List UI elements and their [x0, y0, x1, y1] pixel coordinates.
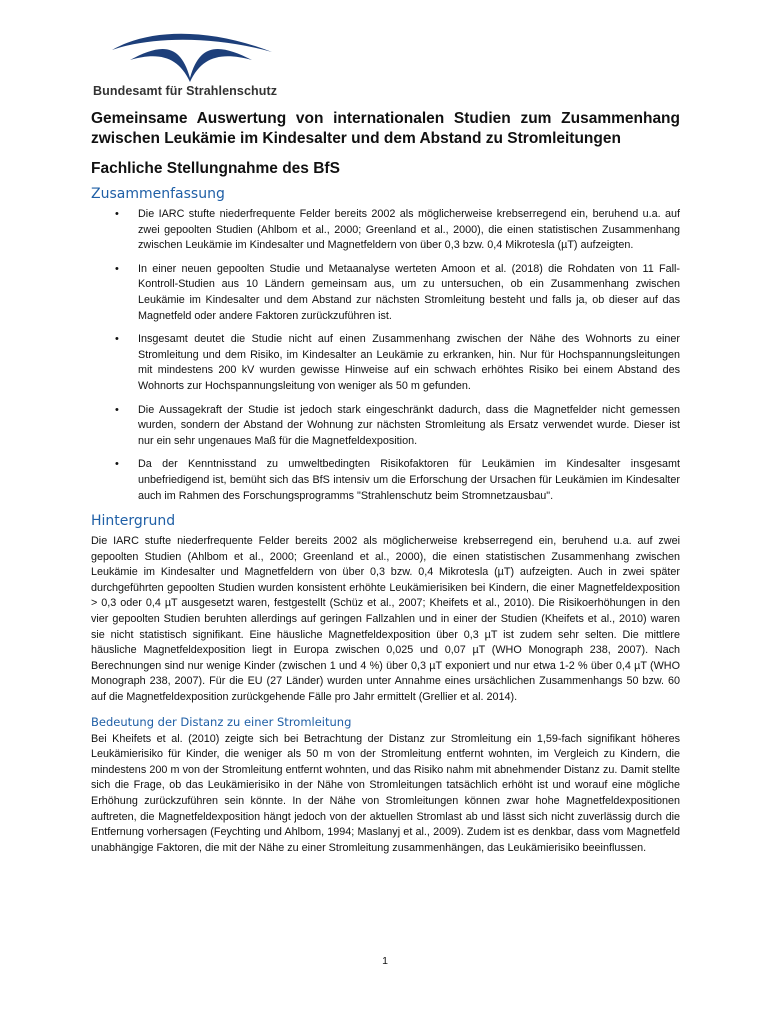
distance-paragraph: Bei Kheifets et al. (2010) zeigte sich bei Betrachtung der Distanz zur Stromleitung ein 1,59-fach signifikant höheres Leukämierisiko für Kinder, die weniger als 50 m von der Stromleitung entfernt wohnten, im Vergleich zu Kindern, die mindestens 200 m von der Stromleitung entfernt wohnten, und das Risiko nahm mit abnehmender Distanz zu. Damit stellte sich die Frage, ob das Leukämierisiko in der Nähe von Stromleitungen tatsächlich erhöht ist und worauf eine mögliche Erhöhung zurückzuführen sein könnte. In der Nähe von Stromleitungen können zwar hohe Magnetfeldexpositionen auftreten, die Magnetfeldexposition hängt jedoch von der aktuellen Stromlast ab und lässt sich nicht zuverlässig durch die Entfernung vorhersagen (Feychting und Ahlbom, 1994; Maslanyj et al., 2009). Zudem ist es denkbar, dass vom Magnetfeld unabhängige Faktoren, die mit der Nähe zu einer Stromleitung zusammenhängen, das Leukämierisiko beeinflussen. — [91, 732, 680, 854]
bfs-logo-mark — [90, 30, 290, 86]
summary-bullet: • Da der Kenntnisstand zu umweltbedingten Risikofaktoren für Leukämien im Kindesalter insgesamt unbefriedigend ist, bemüht sich das BfS intensiv um die Erforschung der Ursachen für Leukämien im Kindesalter auch im Rahmen des Forschungsprogramms "Strahlenschutz beim Stromnetzausbau". — [91, 457, 680, 504]
background-heading: Hintergrund — [91, 513, 176, 530]
background-paragraph: Die IARC stufte niederfrequente Felder bereits 2002 als möglicherweise krebserregend ein, beruhend u.a. auf zwei gepoolten Studien (Ahlbom et al., 2000; Greenland et al., 2000), die einen statistischen Zusammenhang zwischen Leukämie im Kindesalter und Magnetfeldern von über 0,3 bzw. 0,4 Mikrotesla (µT) aufzeigten. Auch in zwei später durchgeführten gepoolten Studien wurden konsistent erhöhte Leukämierisiken bei Kindern, die einer Magnetfeldexposition > 0,3 oder 0,4 µT ausgesetzt waren, festgestellt (Schüz et al., 2007; Kheifets et al., 2010). Die Risikoerhöhungen in den vier gepoolten Studien beruhten allerdings auf geringen Fallzahlen und in einer der Studien (Kheifets et al., 2010) waren sie nicht statistisch signifikant. Eine häusliche Magnetfeldexposition über 0,3 µT ist zudem sehr selten. Die mittlere häusliche Magnetfeldexposition liegt in Europa zwischen 0,025 und 0,07 µT (WHO Monograph 238, 2007). Nach Berechnungen sind nur wenige Kinder (zwischen 1 und 4 %) über 0,3 µT exponiert und nur etwa 1-2 % über 0,4 µT (WHO Monograph 238, 2007). Für die EU (27 Länder) wurden unter Annahme eines ursächlichen Zusammenhangs 50 bzw. 60 auf die Magnetfeldexposition zurückgehende Fälle pro Jahr ermittelt (Grellier et al. 2014). — [91, 535, 680, 704]
distance-heading: Bedeutung der Distanz zu einer Stromleitung — [91, 714, 352, 729]
document-title: Gemeinsame Auswertung von internationalen Studien zum Zusammenhang zwischen Leukämie im Kindesalter und dem Abstand zu Stromleitungen — [91, 110, 680, 147]
summary-heading: Zusammenfassung — [91, 186, 225, 202]
summary-bullet: • Insgesamt deutet die Studie nicht auf einen Zusammenhang zwischen der Nähe des Wohnorts zu einer Stromleitung und dem Risiko, im Kindesalter an Leukämie zu erkranken, hin. Nur für Hochspannungsleitungen mit mindestens 200 kV wurden gewisse Hinweise auf ein schwach erhöhtes Risiko bei einem Abstand des Wohnorts zur Hochspannungsleitung von weniger als 50 m gefunden. — [91, 332, 680, 394]
document-subtitle: Fachliche Stellungnahme des BfS — [91, 160, 340, 177]
page-number: 1 — [382, 955, 388, 967]
summary-bullet: • Die Aussagekraft der Studie ist jedoch stark eingeschränkt dadurch, dass die Magnetfelder nicht gemessen wurden, sondern der Abstand der Wohnung zur nächsten Stromleitung als Ersatz verwendet wurde. Dieser ist nur ein sehr ungenaues Maß für die Magnetfeldexposition. — [91, 403, 680, 450]
bfs-logo — [90, 30, 290, 110]
document-body — [91, 109, 680, 856]
summary-list — [91, 207, 680, 504]
summary-bullet: • In einer neuen gepoolten Studie und Metaanalyse werteten Amoon et al. (2018) die Rohdaten von 11 Fall-Kontroll-Studien aus 10 Ländern gemeinsam aus, um zu untersuchen, ob ein Zusammenhang zwischen Leukämie im Kindesalter und dem Abstand zur nächsten Stromleitung besteht und falls ja, ob dieser auf das Magnetfeld oder andere Faktoren zurückzuführen ist. — [91, 262, 680, 324]
summary-bullet: • Die IARC stufte niederfrequente Felder bereits 2002 als möglicherweise krebserregend ein, beruhend u.a. auf zwei gepoolten Studien (Ahlbom et al., 2000; Greenland et al., 2000), die einen statistischen Zusammenhang zwischen Leukämie im Kindesalter und Magnetfeldern von über 0,3 bzw. 0,4 Mikrotesla (µT) aufzeigten. — [91, 207, 680, 254]
logo-text: Bundesamt für Strahlenschutz — [93, 84, 278, 98]
